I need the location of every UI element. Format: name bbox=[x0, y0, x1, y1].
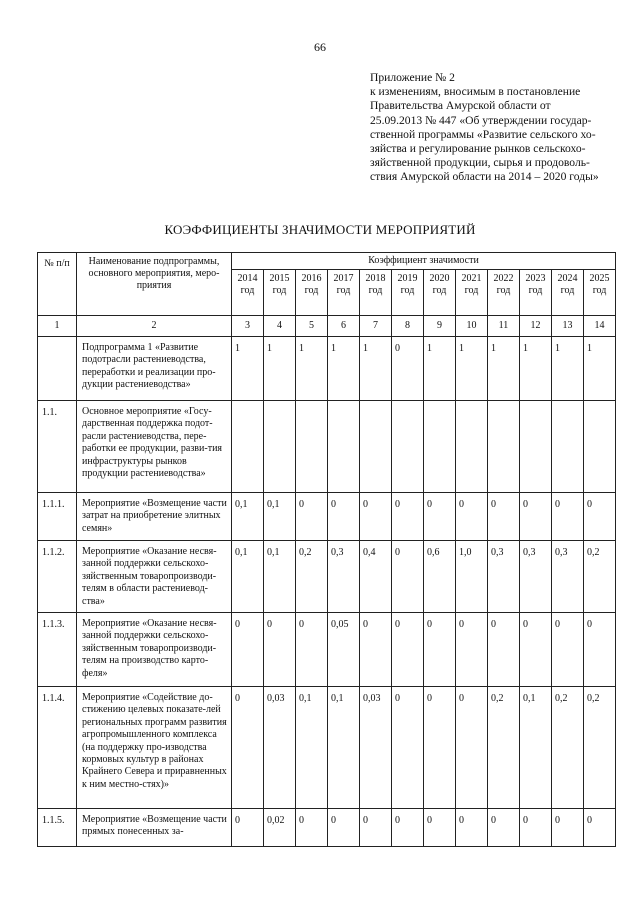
coefficient-value: 0 bbox=[232, 809, 264, 847]
year-unit: год bbox=[400, 285, 415, 296]
column-index: 13 bbox=[552, 316, 584, 337]
coefficient-value: 0 bbox=[456, 613, 488, 687]
column-index: 11 bbox=[488, 316, 520, 337]
coefficient-value: 0,2 bbox=[552, 687, 584, 809]
row-name: Мероприятие «Возмещение части затрат на приобретение элитных семян» bbox=[77, 493, 232, 541]
row-number: 1.1.5. bbox=[38, 809, 77, 847]
row-name: Мероприятие «Оказание несвя-занной поддержки сельскохо-зяйственным товаропроизводи-телям в области растениевод-ства» bbox=[77, 541, 232, 613]
appendix-line: зяйства и регулирование рынков сельскохо- bbox=[370, 142, 586, 156]
coefficient-value: 0 bbox=[232, 687, 264, 809]
coefficient-value: 0 bbox=[392, 541, 424, 613]
column-index: 3 bbox=[232, 316, 264, 337]
header-num: № п/п bbox=[38, 253, 77, 316]
year-label: 2022 bbox=[493, 273, 514, 284]
coefficient-value: 1 bbox=[264, 337, 296, 401]
column-index: 2 bbox=[77, 316, 232, 337]
coefficient-value: 0 bbox=[232, 613, 264, 687]
year-label: 2017 bbox=[333, 273, 354, 284]
coefficient-value: 0,3 bbox=[520, 541, 552, 613]
year-label: 2018 bbox=[365, 273, 386, 284]
coefficients-table bbox=[37, 252, 616, 847]
coefficient-value: 0,3 bbox=[328, 541, 360, 613]
coefficient-value: 0,3 bbox=[488, 541, 520, 613]
appendix-line: Приложение № 2 bbox=[370, 71, 455, 84]
table-row bbox=[38, 541, 616, 613]
coefficient-value: 0 bbox=[584, 613, 616, 687]
coefficient-value bbox=[456, 401, 488, 493]
coefficient-value: 0,1 bbox=[328, 687, 360, 809]
coefficient-value: 0 bbox=[328, 493, 360, 541]
coefficient-value: 0 bbox=[552, 809, 584, 847]
coefficient-value: 0 bbox=[392, 337, 424, 401]
coefficient-value bbox=[424, 401, 456, 493]
coefficient-value bbox=[552, 401, 584, 493]
header-year bbox=[552, 270, 584, 316]
year-label: 2015 bbox=[269, 273, 290, 284]
header-year bbox=[392, 270, 424, 316]
coefficient-value bbox=[520, 401, 552, 493]
coefficient-value bbox=[584, 401, 616, 493]
coefficient-value: 0 bbox=[360, 493, 392, 541]
column-index: 8 bbox=[392, 316, 424, 337]
header-name: Наименование подпрограммы, основного мероприятия, меро-приятия bbox=[77, 253, 232, 316]
coefficient-value: 0,1 bbox=[232, 541, 264, 613]
coefficient-value: 1 bbox=[328, 337, 360, 401]
year-label: 2023 bbox=[525, 273, 546, 284]
coefficient-value: 0 bbox=[488, 493, 520, 541]
coefficient-value: 0 bbox=[296, 493, 328, 541]
header-year bbox=[520, 270, 552, 316]
header-year bbox=[424, 270, 456, 316]
coefficient-value: 1,0 bbox=[456, 541, 488, 613]
coefficient-value: 0,1 bbox=[264, 493, 296, 541]
coefficient-value: 0 bbox=[424, 687, 456, 809]
coefficient-value: 0 bbox=[296, 613, 328, 687]
coefficient-value bbox=[296, 401, 328, 493]
coefficient-value: 0 bbox=[424, 613, 456, 687]
coefficient-value: 1 bbox=[456, 337, 488, 401]
coefficient-value: 0,2 bbox=[488, 687, 520, 809]
year-label: 2019 bbox=[397, 273, 418, 284]
coefficient-value bbox=[360, 401, 392, 493]
year-label: 2025 bbox=[589, 273, 610, 284]
coefficient-value: 1 bbox=[424, 337, 456, 401]
year-unit: год bbox=[464, 285, 479, 296]
row-name: Мероприятие «Возмещение части прямых понесенных за- bbox=[77, 809, 232, 847]
column-index: 10 bbox=[456, 316, 488, 337]
row-name: Подпрограмма 1 «Развитие подотрасли растениеводства, переработки и реализации про-дукции растениеводства» bbox=[77, 337, 232, 401]
table-row bbox=[38, 493, 616, 541]
coefficient-value: 1 bbox=[584, 337, 616, 401]
coefficient-value: 0 bbox=[584, 809, 616, 847]
coefficient-value: 0 bbox=[360, 613, 392, 687]
header-year bbox=[328, 270, 360, 316]
year-unit: год bbox=[304, 285, 319, 296]
coefficient-value: 0 bbox=[456, 809, 488, 847]
row-number: 1.1.4. bbox=[38, 687, 77, 809]
year-label: 2014 bbox=[237, 273, 258, 284]
coefficient-value: 1 bbox=[232, 337, 264, 401]
coefficient-value: 0,2 bbox=[584, 541, 616, 613]
table-row bbox=[38, 809, 616, 847]
coefficient-value: 1 bbox=[520, 337, 552, 401]
document-title: КОЭФФИЦИЕНТЫ ЗНАЧИМОСТИ МЕРОПРИЯТИЙ bbox=[164, 222, 476, 237]
year-unit: год bbox=[560, 285, 575, 296]
year-label: 2024 bbox=[557, 273, 578, 284]
coefficient-value: 0,1 bbox=[520, 687, 552, 809]
header-year bbox=[296, 270, 328, 316]
header-year bbox=[488, 270, 520, 316]
coefficient-value: 0 bbox=[520, 809, 552, 847]
coefficient-value bbox=[488, 401, 520, 493]
coefficient-value: 0 bbox=[456, 493, 488, 541]
coefficient-value: 0 bbox=[392, 613, 424, 687]
appendix-line: к изменениям, вносимым в постановление bbox=[370, 85, 581, 99]
column-index-row bbox=[38, 316, 616, 337]
coefficient-value: 0 bbox=[488, 613, 520, 687]
row-number bbox=[38, 337, 77, 401]
appendix-line: зяйственной продукции, сырья и продоволь- bbox=[370, 156, 590, 170]
coefficient-value: 0 bbox=[456, 687, 488, 809]
coefficient-value: 1 bbox=[552, 337, 584, 401]
header-year bbox=[264, 270, 296, 316]
year-label: 2021 bbox=[461, 273, 482, 284]
year-label: 2016 bbox=[301, 273, 322, 284]
year-unit: год bbox=[272, 285, 287, 296]
coefficient-value: 0 bbox=[392, 687, 424, 809]
table-row bbox=[38, 401, 616, 493]
coefficient-value bbox=[264, 401, 296, 493]
header-year bbox=[232, 270, 264, 316]
appendix-line: Правительства Амурской области от bbox=[370, 99, 551, 113]
year-unit: год bbox=[240, 285, 255, 296]
coefficient-value: 0,1 bbox=[296, 687, 328, 809]
coefficient-value: 0,1 bbox=[232, 493, 264, 541]
coefficient-value: 1 bbox=[360, 337, 392, 401]
coefficient-value: 0 bbox=[552, 493, 584, 541]
coefficient-value: 0,02 bbox=[264, 809, 296, 847]
coefficient-value: 0,05 bbox=[328, 613, 360, 687]
column-index: 12 bbox=[520, 316, 552, 337]
coefficient-value: 0,4 bbox=[360, 541, 392, 613]
coefficient-value: 0 bbox=[392, 493, 424, 541]
row-name: Мероприятие «Содействие до-стижению целевых показате-лей региональных программ развития агропромышленного комплекса (на поддержку про-изводства кормовых культур в районах Крайнего Севера и приравненных к ним местно-стях)» bbox=[77, 687, 232, 809]
column-index: 7 bbox=[360, 316, 392, 337]
header-coefficient: Коэффициент значимости bbox=[232, 253, 616, 270]
year-unit: год bbox=[368, 285, 383, 296]
column-index: 4 bbox=[264, 316, 296, 337]
table-row bbox=[38, 687, 616, 809]
coefficient-value bbox=[392, 401, 424, 493]
coefficient-value: 0 bbox=[424, 809, 456, 847]
row-number: 1.1. bbox=[38, 401, 77, 493]
coefficient-value: 0,2 bbox=[296, 541, 328, 613]
coefficient-value bbox=[232, 401, 264, 493]
coefficient-value: 0,03 bbox=[360, 687, 392, 809]
coefficient-value: 0 bbox=[520, 493, 552, 541]
year-label: 2020 bbox=[429, 273, 450, 284]
coefficient-value: 0,6 bbox=[424, 541, 456, 613]
coefficient-value: 0 bbox=[360, 809, 392, 847]
table-row bbox=[38, 337, 616, 401]
year-unit: год bbox=[432, 285, 447, 296]
column-index: 1 bbox=[38, 316, 77, 337]
coefficient-value: 0,1 bbox=[264, 541, 296, 613]
coefficient-value: 0,03 bbox=[264, 687, 296, 809]
column-index: 14 bbox=[584, 316, 616, 337]
row-name: Основное мероприятие «Госу-дарственная поддержка подот-расли растениеводства, пере-работки ее продукции, разви-тия инфраструктуры рынков продукции растениеводства» bbox=[77, 401, 232, 493]
coefficient-value bbox=[328, 401, 360, 493]
column-index: 9 bbox=[424, 316, 456, 337]
coefficient-value: 0 bbox=[520, 613, 552, 687]
row-number: 1.1.2. bbox=[38, 541, 77, 613]
header-year bbox=[456, 270, 488, 316]
year-unit: год bbox=[336, 285, 351, 296]
coefficient-value: 1 bbox=[296, 337, 328, 401]
year-unit: год bbox=[592, 285, 607, 296]
coefficient-value: 0,2 bbox=[584, 687, 616, 809]
coefficient-value: 0 bbox=[584, 493, 616, 541]
year-unit: год bbox=[496, 285, 511, 296]
table-row bbox=[38, 613, 616, 687]
row-name: Мероприятие «Оказание несвя-занной поддержки сельскохо-зяйственным товаропроизводи-телям на производство карто-феля» bbox=[77, 613, 232, 687]
coefficient-value: 0 bbox=[328, 809, 360, 847]
coefficient-value: 0 bbox=[296, 809, 328, 847]
coefficient-value: 0 bbox=[488, 809, 520, 847]
header-year bbox=[360, 270, 392, 316]
coefficient-value: 0 bbox=[552, 613, 584, 687]
column-index: 6 bbox=[328, 316, 360, 337]
coefficient-value: 0 bbox=[264, 613, 296, 687]
appendix-line: ствия Амурской области на 2014 – 2020 годы» bbox=[370, 170, 599, 184]
column-index: 5 bbox=[296, 316, 328, 337]
year-unit: год bbox=[528, 285, 543, 296]
header-year bbox=[584, 270, 616, 316]
row-number: 1.1.1. bbox=[38, 493, 77, 541]
coefficient-value: 0 bbox=[424, 493, 456, 541]
coefficient-value: 1 bbox=[488, 337, 520, 401]
coefficient-value: 0 bbox=[392, 809, 424, 847]
page-number: 66 bbox=[314, 40, 326, 54]
row-number: 1.1.3. bbox=[38, 613, 77, 687]
appendix-note bbox=[370, 71, 632, 185]
coefficient-value: 0,3 bbox=[552, 541, 584, 613]
appendix-line: ственной программы «Развитие сельского хо- bbox=[370, 127, 596, 141]
appendix-line: 25.09.2013 № 447 «Об утверждении государ- bbox=[370, 113, 592, 127]
